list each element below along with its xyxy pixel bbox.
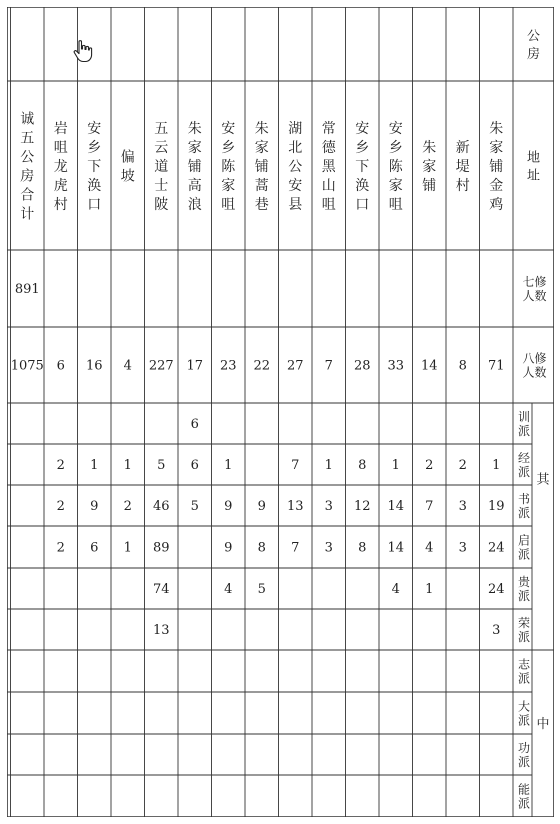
place-name-0: 朱家铺金鸡 <box>489 120 504 213</box>
branch-label-9: 能派 <box>517 782 531 811</box>
branch-value-1-9: 6 <box>190 458 199 473</box>
branch-value-1-5: 1 <box>324 458 333 473</box>
ba-xiu-value-9: 17 <box>186 358 204 374</box>
header-gong-fang: 公房 <box>526 28 541 62</box>
branch-value-4-7: 5 <box>257 582 266 597</box>
branch-value-1-6: 7 <box>291 458 300 473</box>
branch-label-0: 训派 <box>517 410 531 439</box>
place-name-7: 朱家铺蒿巷 <box>254 120 269 213</box>
ba-xiu-value-12: 16 <box>85 358 103 374</box>
branch-value-3-4: 8 <box>358 540 367 556</box>
place-name-3: 安乡陈家咀 <box>388 120 403 213</box>
branch-value-1-12: 1 <box>90 458 99 473</box>
place-name-14: 诚五公房合计 <box>20 111 35 223</box>
place-name-6: 湖北公安县 <box>288 120 303 213</box>
branch-value-5-10: 13 <box>152 623 170 638</box>
branch-value-2-3: 14 <box>387 499 405 514</box>
qi-xiu-value-14: 891 <box>14 282 40 297</box>
branch-value-3-11: 1 <box>123 540 132 556</box>
branch-value-3-10: 89 <box>152 540 170 556</box>
branch-value-3-3: 14 <box>387 540 405 556</box>
place-name-5: 常德黑山咀 <box>321 120 336 213</box>
branch-value-2-1: 3 <box>458 499 467 514</box>
branch-value-3-7: 8 <box>257 540 266 556</box>
branch-label-4: 贵派 <box>517 575 531 604</box>
place-name-8: 安乡陈家咀 <box>221 120 236 213</box>
genealogy-table <box>7 7 554 817</box>
branch-value-2-4: 12 <box>353 499 371 514</box>
branch-value-4-0: 24 <box>487 582 505 597</box>
branch-value-3-0: 24 <box>487 540 505 556</box>
branch-value-3-8: 9 <box>224 540 233 556</box>
place-name-10: 五云道士陂 <box>154 120 169 213</box>
place-name-9: 朱家铺高浪 <box>187 120 202 213</box>
ba-xiu-value-13: 6 <box>56 358 65 374</box>
ba-xiu-value-3: 33 <box>387 358 405 374</box>
hand-pointer-icon <box>72 39 94 63</box>
place-name-13: 岩咀龙虎村 <box>53 120 68 213</box>
branch-value-2-5: 3 <box>324 499 333 514</box>
branch-value-2-9: 5 <box>190 499 199 514</box>
branch-value-2-10: 46 <box>152 499 170 514</box>
branch-value-2-13: 2 <box>56 499 65 514</box>
branch-value-2-6: 13 <box>286 499 304 514</box>
branch-value-0-9: 6 <box>190 417 199 432</box>
branch-value-5-0: 3 <box>492 623 501 638</box>
branch-value-1-3: 1 <box>391 458 400 473</box>
branch-value-4-3: 4 <box>391 582 400 597</box>
branch-label-5: 荣派 <box>517 616 531 645</box>
ba-xiu-value-8: 23 <box>219 358 237 374</box>
branch-value-3-1: 3 <box>458 540 467 556</box>
header-zhong: 中 <box>536 717 550 732</box>
branch-value-2-0: 19 <box>487 499 505 514</box>
ba-xiu-value-1: 8 <box>458 358 467 374</box>
branch-value-2-11: 2 <box>123 499 132 514</box>
branch-label-8: 功派 <box>517 741 531 770</box>
branch-label-6: 志派 <box>517 657 531 686</box>
place-name-12: 安乡下涣口 <box>87 120 102 213</box>
branch-value-1-0: 1 <box>492 458 501 473</box>
branch-value-1-13: 2 <box>56 458 65 473</box>
branch-value-1-2: 2 <box>425 458 434 473</box>
header-qi-xiu-renshu: 七修人数 <box>522 275 547 304</box>
ba-xiu-value-11: 4 <box>123 358 132 374</box>
branch-value-1-1: 2 <box>458 458 467 473</box>
branch-value-3-5: 3 <box>324 540 333 556</box>
ba-xiu-value-4: 28 <box>353 358 371 374</box>
place-name-2: 朱家铺 <box>422 139 437 194</box>
place-name-1: 新堤村 <box>455 139 470 194</box>
branch-label-7: 大派 <box>517 699 531 728</box>
branch-label-3: 启派 <box>517 533 531 562</box>
ba-xiu-value-6: 27 <box>286 358 304 374</box>
ba-xiu-value-5: 7 <box>324 358 333 374</box>
branch-value-2-7: 9 <box>257 499 266 514</box>
header-di-zhi: 地址 <box>526 150 541 184</box>
ba-xiu-value-10: 227 <box>148 358 174 374</box>
branch-value-1-10: 5 <box>157 458 166 473</box>
header-ba-xiu-renshu: 八修人数 <box>522 351 547 380</box>
branch-value-4-2: 1 <box>425 582 434 597</box>
branch-value-2-8: 9 <box>224 499 233 514</box>
branch-value-1-11: 1 <box>123 458 132 473</box>
branch-value-1-8: 1 <box>224 458 233 473</box>
branch-label-1: 经派 <box>517 451 531 480</box>
ba-xiu-value-7: 22 <box>253 358 271 374</box>
header-qi: 其 <box>536 472 550 488</box>
branch-value-3-2: 4 <box>425 540 434 556</box>
branch-value-3-13: 2 <box>56 540 65 556</box>
branch-label-2: 书派 <box>517 492 531 521</box>
ba-xiu-value-2: 14 <box>420 358 438 374</box>
branch-value-1-4: 8 <box>358 458 367 473</box>
branch-value-2-2: 7 <box>425 499 434 514</box>
branch-value-2-12: 9 <box>90 499 99 514</box>
branch-value-3-12: 6 <box>90 540 99 556</box>
branch-value-3-6: 7 <box>291 540 300 556</box>
branch-value-4-8: 4 <box>224 582 233 597</box>
branch-value-4-10: 74 <box>152 582 170 597</box>
place-name-4: 安乡下涣口 <box>355 120 370 213</box>
place-name-11: 偏坡 <box>120 149 135 185</box>
ba-xiu-value-0: 71 <box>487 358 505 374</box>
ba-xiu-value-14: 1075 <box>10 358 44 374</box>
